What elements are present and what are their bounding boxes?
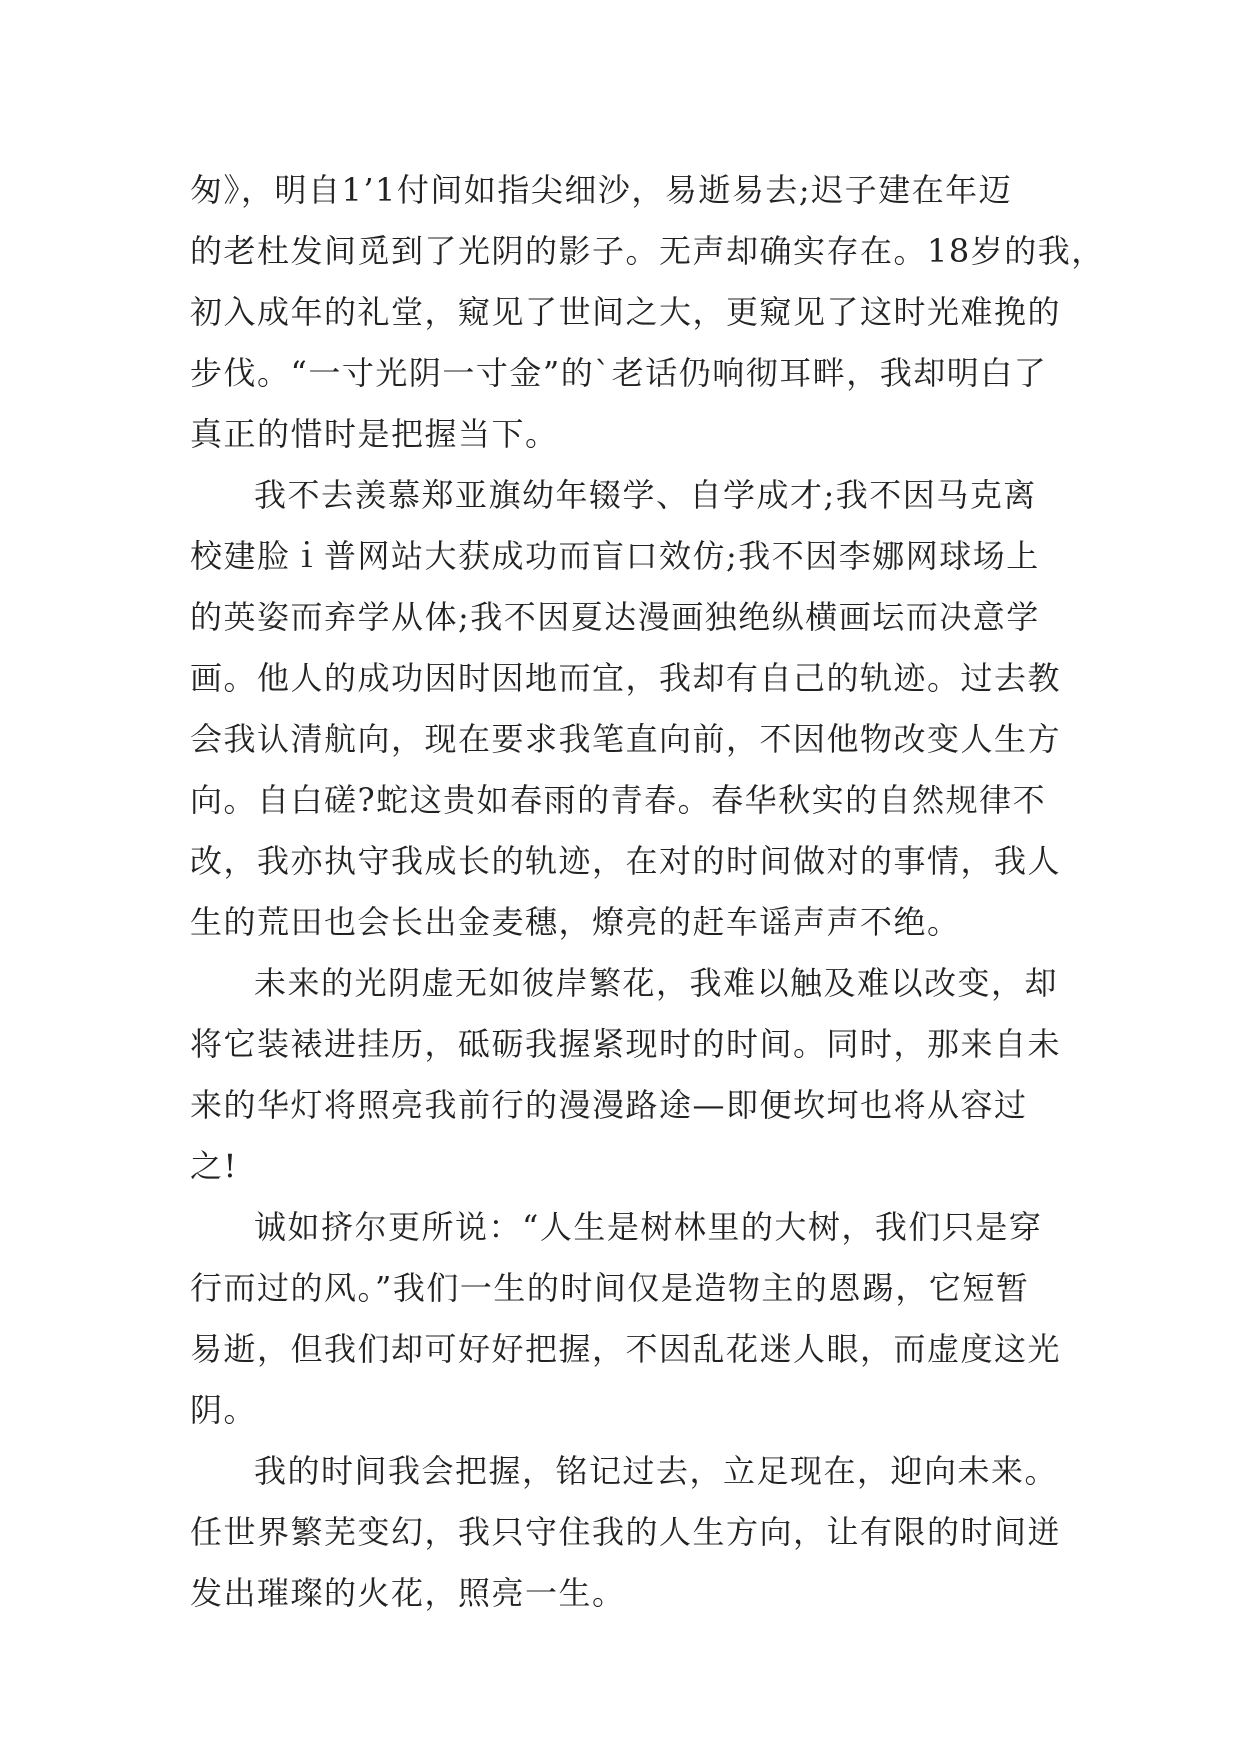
text-line: 会我认清航向，现在要求我笔直向前，不因他物改变人生方 [190,720,1062,758]
text-line: 生的荒田也会长出金麦穗，燎亮的赶车谣声声不绝。 [190,903,961,941]
text-line: 发出璀璨的火花，照亮一生。 [190,1574,626,1612]
text-line: 真正的惜时是把握当下。 [190,415,559,453]
paragraph-2 [190,465,1060,953]
paragraph-3 [190,953,1060,1197]
text-line: 校建脸ｉ普网站大获成功而盲口效仿;我不因李娜网球场上 [190,537,1040,575]
text-line: 画。他人的成功因时因地而宜，我却有自己的轨迹。过去教 [190,659,1062,697]
text-line: 匆》，明自1’1付间如指尖细沙，易逝易去;迟子建在年迈 [190,171,1013,209]
text-line: 我不去羡慕郑亚旗幼年辍学、自学成才;我不因马克离 [254,476,1037,514]
text-line: 步伐。“一寸光阴一寸金”的`老话仍响彻耳畔，我却明白了 [190,354,1048,392]
text-line: 将它装裱进挂历，砥砺我握紧现时的时间。同时，那来自未 [190,1025,1062,1063]
text-line: 之! [190,1147,238,1185]
text-line: 向。自白磋?蛇这贵如春雨的青春。春华秋实的自然规律不 [190,781,1047,819]
text-line: 来的华灯将照亮我前行的漫漫路途—即便坎坷也将从容过 [190,1086,1028,1124]
text-line: 未来的光阴虚无如彼岸繁花，我难以触及难以改变，却 [254,964,1059,1002]
text-line: 的老杜发间觅到了光阴的影子。无声却确实存在。18岁的我， [190,232,1105,270]
text-line: 易逝，但我们却可好好把握，不因乱花迷人眼，而虚度这光 [190,1330,1062,1368]
document-body [190,160,1105,1624]
text-line: 初入成年的礼堂，窥见了世间之大，更窥见了这时光难挽的 [190,293,1062,331]
paragraph-1 [190,160,1105,465]
text-line: 改，我亦执守我成长的轨迹，在对的时间做对的事情，我人 [190,842,1062,880]
text-line: 任世界繁芜变幻，我只守住我的人生方向，让有限的时间迸 [190,1513,1062,1551]
paragraph-4 [190,1197,1060,1441]
text-line: 我的时间我会把握，铭记过去，立足现在，迎向未来。 [254,1452,1059,1490]
text-line: 的英姿而弃学从体;我不因夏达漫画独绝纵横画坛而决意学 [190,598,1040,636]
text-line: 行而过的风。”我们一生的时间仅是造物主的恩踢，它短暂 [190,1269,1030,1307]
text-line: 阴。 [190,1391,258,1429]
text-line: 诚如挤尔更所说：“人生是树林里的大树，我们只是穿 [254,1208,1043,1246]
paragraph-5 [190,1441,1060,1624]
